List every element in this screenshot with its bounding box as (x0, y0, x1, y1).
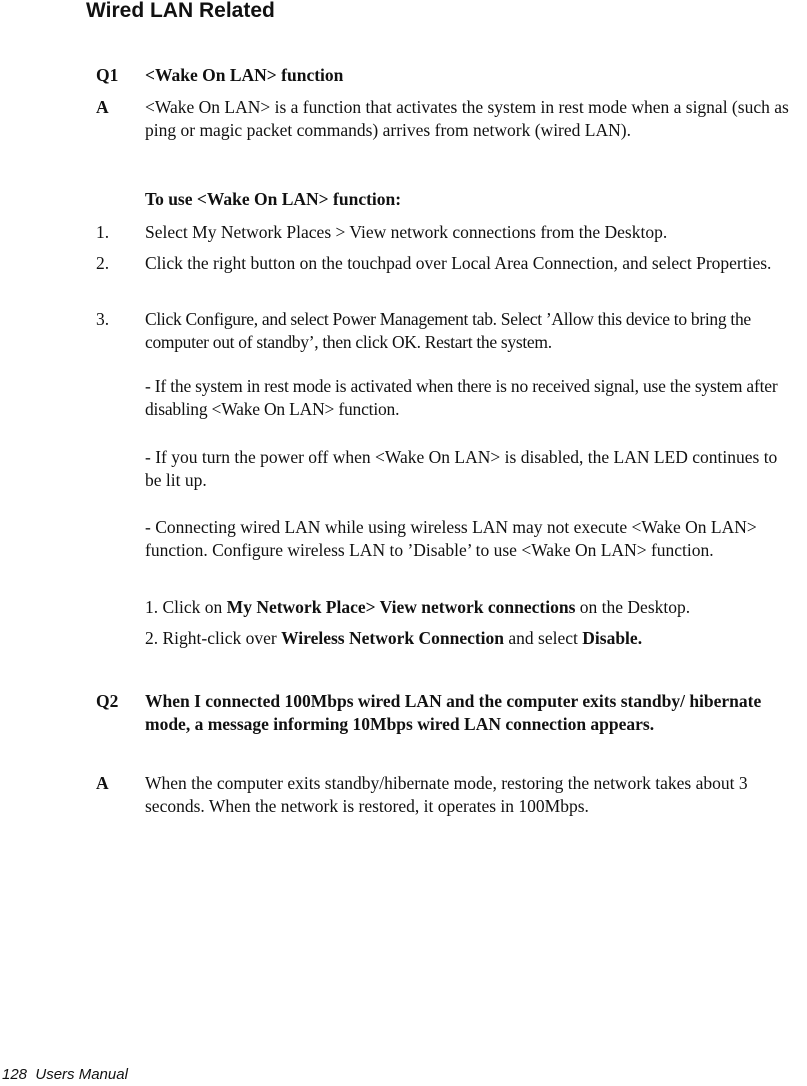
substep-bold: My Network Place> View network connections (226, 597, 576, 617)
q1-answer: <Wake On LAN> is a function that activates the system in rest mode when a signal (such as ping or magic packet commands) arrives from network (wired LAN). (145, 97, 789, 140)
step-text: Select My Network Places > View network connections from the Desktop. (145, 222, 668, 242)
step-text: Click Configure, and select Power Management tab. Select ’Allow this device to bring the computer out of standby’, then click OK. Restart the system. (145, 309, 751, 352)
substep-text (145, 596, 807, 619)
q1-label: Q1 (96, 65, 119, 85)
substep-bold: Disable. (582, 628, 643, 648)
q2-question: When I connected 100Mbps wired LAN and the computer exits standby/ hibernate mode, a message informing 10Mbps wired LAN connection appears. (145, 691, 762, 734)
q2-label: Q2 (96, 691, 119, 711)
substep-middle: and select (504, 628, 583, 648)
step-number: 2. (96, 253, 110, 273)
substep-prefix: 1. Click on (145, 597, 227, 617)
manual-name: Users Manual (35, 1066, 128, 1083)
substep-bold: Wireless Network Connection (281, 628, 505, 648)
q1-question: <Wake On LAN> function (145, 65, 344, 85)
q1-subheading: To use <Wake On LAN> function: (145, 189, 402, 209)
note-text: - If the system in rest mode is activated when there is no received signal, use the system after disabling <Wake On LAN> function. (145, 376, 778, 419)
substep-prefix: 2. Right-click over (145, 628, 282, 648)
note-text: - If you turn the power off when <Wake On LAN> is disabled, the LAN LED continues to be lit up. (145, 447, 778, 490)
note-text: - Connecting wired LAN while using wireless LAN may not execute <Wake On LAN> function. Configure wireless LAN to ’Disable’ to use <Wake On LAN> function. (145, 517, 757, 560)
step-number: 1. (96, 222, 110, 242)
substep-suffix: on the Desktop. (575, 597, 691, 617)
page-footer (2, 1066, 128, 1084)
page-number: 128 (2, 1066, 28, 1083)
substep-text (145, 627, 807, 650)
step-text: Click the right button on the touchpad over Local Area Connection, and select Properties. (145, 253, 772, 273)
q2-answer-label: A (96, 773, 109, 793)
section-title: Wired LAN Related (86, 0, 275, 22)
q1-answer-label: A (96, 97, 109, 117)
step-number: 3. (96, 309, 110, 329)
q2-answer: When the computer exits standby/hibernate mode, restoring the network takes about 3 seconds. When the network is restored, it operates in 100Mbps. (145, 773, 748, 816)
